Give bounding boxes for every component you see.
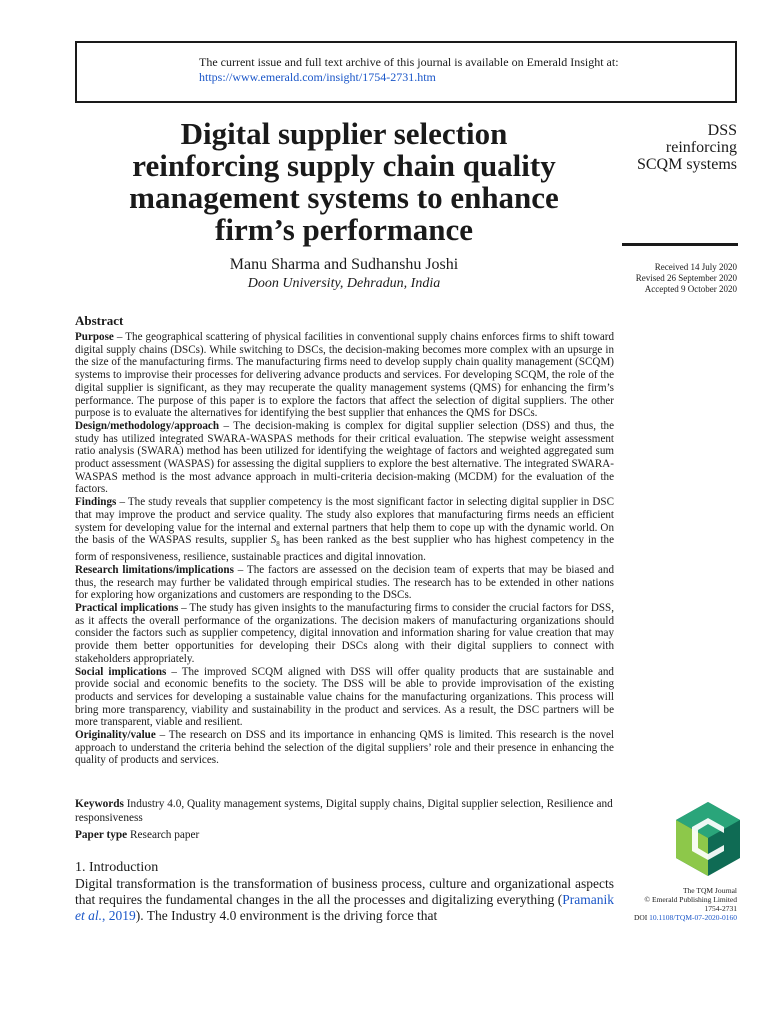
accepted-date: Accepted 9 October 2020 [644,284,737,294]
keywords-text: Industry 4.0, Quality management systems, Digital supply chains, Digital supplier selection, Resilience and responsiveness [75,798,613,824]
title-line: firm’s performance [215,212,473,247]
section-label: Design/methodology/approach [75,419,220,432]
journal-info [634,886,737,922]
paper-type [75,829,199,841]
abstract-body [75,331,614,767]
running-head-line: reinforcing [665,139,737,156]
article-title [75,118,613,246]
revised-date: Revised 26 September 2020 [635,273,737,283]
section-text: – The research on DSS and its importance in enhancing QMS is limited. This research is the novel approach to understand the criteria behind the selection of the digital suppliers’ role and their presence in enhancing the quality of products and services. [75,729,614,767]
side-rule [622,243,738,246]
running-head-line: SCQM systems [636,156,737,173]
section-text: – The decision-making is complex for digital supplier selection (DSS) and thus, the study has utilized integrated SWARA-WASPAS methods for their critical evaluation. The stepwise weight assessment ratio analysis (SWARA) method has been utilized for identifying the weightage of factors and weighted aggregated sum product assessment (WASPAS) for assessing the digital suppliers to explore the best alternative. The integrated SWARA-WASPAS method is the most advance approach in multi-criteria decision-making (MCDM) for the evaluation of the factors. [75,419,614,496]
title-line: management systems to enhance [129,180,559,215]
introduction-text [75,876,614,924]
section-text: – The study reveals that supplier competency is the most significant factor in selecting digital supplier in DSC that may improve the product and service quality. The study also explores that manufacturing firms needs an efficient system for developing value for the internal and external partners that help them to cope up with the dynamic world. On the basis of the WASPAS results, supplier [75,496,614,547]
section-text: – The improved SCQM aligned with DSS will offer quality products that are sustainable and provide social and economic benefits to the society. The DSS will be able to provide improvisation of the existing products and services for developing a sustainable value chains for the manufacturing organizations. This process will bring more transparency, viability and sustainability in the product and services. As a result, the DSC partners will be more transparent, viable and resilient. [75,665,614,729]
section-label: Social implications [75,665,167,678]
section-text: – The geographical scattering of physical facilities in conventional supply chains enforces firms to shift toward digital supply chains (DSCs). While switching to DSCs, the decision-making becomes more complex with an upsurge in the size of the manufacturing firms. The manufacturing firms need to develop supply chain quality management (SCQM) systems to improvise their processes for delivering advance products and services. For developing SCQM, the role of the digital supplier is significant, as they may recuperate the quality management systems (QMS) for enhancing the firm’s performance. The purpose of this paper is to explore the factors that affect the selection of digital suppliers. The other purpose is to evaluate the alternatives for identifying the best supplier that enhances the QMS for DSCs. [75,331,614,420]
abstract-design [75,420,614,496]
publisher: © Emerald Publishing Limited [644,895,737,904]
section-text: – The study has given insights to the manufacturing firms to consider the crucial factors for DSS, as it affects the overall performance of the organizations. The decision makers of manufacturing organizations should consider the factors such as supplier competency, digital innovation and information sharing for value creation that may provide them better opportunities for developing their DSCs along with their digital suppliers to connect with stakeholders appropriately. [75,601,614,665]
abstract-research [75,564,614,602]
issn: 1754-2731 [704,904,737,913]
article-dates [636,262,737,295]
doi-line: DOI 10.1108/TQM-07-2020-0160 [633,913,737,922]
intro-text: Digital transformation is the transformation of business process, culture and organizational aspects that requires the fundamental changes in the all the processes and digitalizing everything ( [75,876,614,907]
paper-type-text: Research paper [127,829,200,841]
banner-text: The current issue and full text archive of this journal is available on Emerald Insight at: [199,55,619,69]
paper-type-label: Paper type [75,829,128,841]
section-text: has been ranked as the best supplier who has highest competency in the form of responsiveness, resilience, sustainable practices and digital innovation. [75,534,614,564]
section-label: Originality/value [75,729,156,742]
supplier-symbol: S [270,534,277,547]
running-head [637,122,737,173]
section-label: Practical implications [75,601,179,614]
section-label: Findings [75,496,117,509]
received-date: Received 14 July 2020 [654,262,737,272]
section-text: – The factors are assessed on the decision team of experts that may be biased and thus, the research may further be validated through empirical studies. The research has to be extended in other nations for exploring how organizations and customers are responding to the DSCs. [75,563,615,602]
journal-name: The TQM Journal [682,886,737,895]
introduction-heading: 1. Introduction [75,860,159,875]
banner-url-link[interactable]: https://www.emerald.com/insight/1754-2731.htm [199,70,436,84]
journal-banner [75,41,737,103]
abstract-heading: Abstract [75,313,124,328]
abstract-originality [75,729,614,767]
abstract-social [75,666,614,730]
emerald-logo-icon [676,802,740,876]
intro-text: ). The Industry 4.0 environment is the driving force that [135,908,438,923]
title-line: Digital supplier selection [180,116,508,151]
keywords-label: Keywords [75,798,124,810]
supplier-subscript: 8 [276,540,280,549]
abstract-practical [75,602,614,666]
citation-link[interactable]: Pramanik et al., 2019 [75,892,614,923]
doi-link[interactable]: 10.1108/TQM-07-2020-0160 [649,913,737,922]
title-line: reinforcing supply chain quality [132,148,556,183]
section-label: Purpose [75,331,114,343]
section-label: Research limitations/implications [75,563,234,576]
keywords [75,797,614,825]
affiliation: Doon University, Dehradun, India [247,276,441,291]
abstract-purpose [75,331,614,420]
authors: Manu Sharma and Sudhanshu Joshi [229,256,459,273]
abstract-findings [75,496,614,564]
running-head-line: DSS [707,122,737,139]
